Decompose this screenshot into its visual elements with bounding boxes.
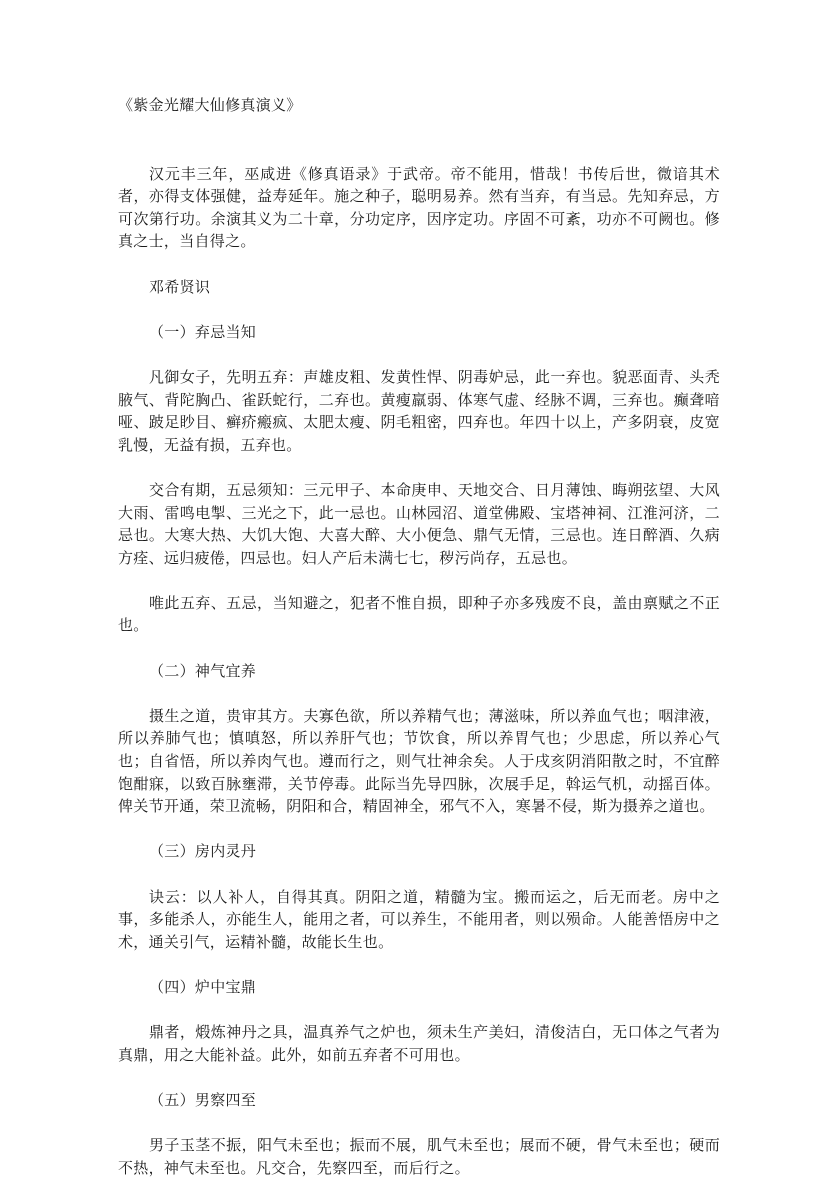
section-paragraph: 摄生之道，贵审其方。夫寡色欲，所以养精气也；薄滋味，所以养血气也；咽津液，所以养肺气也；慎嗔怒，所以养肝气也；节饮食，所以养胃气也；少思虑，所以养心气也；自省悟，所以养肉气也。遵而行之，则气壮神余矣。人于戌亥阴消阳散之时，不宜醉饱酣寐，以致百脉壅滞，关节停毒。此际当先导四脉，次展手足，斡运气机，动摇百体。俾关节开通，荣卫流畅，阴阳和合，精固神全，邪气不入，寒暑不侵，斯为摄养之道也。 bbox=[118, 706, 720, 816]
section-1 bbox=[118, 321, 720, 637]
section-paragraph: 唯此五弃、五忌，当知避之，犯者不惟自损，即种子亦多残废不良，盖由禀赋之不正也。 bbox=[118, 593, 720, 635]
section-heading: （四）炉中宝鼎 bbox=[149, 977, 257, 996]
section-paragraph: 男子玉茎不振，阳气未至也；振而不展，肌气未至也；展而不硬，骨气未至也；硬而不热，神气未至也。凡交合，先察四至，而后行之。 bbox=[118, 1136, 720, 1177]
section-heading: （二）神气宜养 bbox=[149, 661, 257, 680]
section-5 bbox=[118, 1089, 720, 1179]
section-2 bbox=[118, 660, 720, 818]
document-title: 《紫金光耀大仙修真演义》 bbox=[118, 96, 302, 114]
section-3 bbox=[118, 840, 720, 953]
preface-paragraph: 汉元丰三年，巫咸进《修真语录》于武帝。帝不能用，惜哉！书传后世，微谙其术者，亦得支体强健，益寿延年。施之种子，聪明易养。然有当弃，有当忌。先知弃忌，方可次第行功。余演其义为二十章，分功定序，因序定功。序固不可紊，功亦不可阙也。修真之士，当自得之。 bbox=[118, 164, 720, 251]
section-4 bbox=[118, 976, 720, 1066]
section-paragraph: 交合有期，五忌须知：三元甲子、本命庚申、天地交合、日月薄蚀、晦朔弦望、大风大雨、雷鸣电掣、三光之下，此一忌也。山林园沼、道堂佛殿、宝塔神祠、江淮河济，二忌也。大寒大热、大饥大饱、大喜大醉、大小便急、鼎气无情，三忌也。连日醉酒、久病方痊、远归疲倦，四忌也。妇人产后未满七七，秽污尚存，五忌也。 bbox=[118, 480, 720, 567]
section-heading: （三）房内灵丹 bbox=[149, 842, 257, 861]
section-heading: （一）弃忌当知 bbox=[149, 322, 257, 341]
section-paragraph: 鼎者，煅炼神丹之具，温真养气之炉也，须未生产美妇，清俊洁白，无口体之气者为真鼎，用之大能补益。此外，如前五弃者不可用也。 bbox=[118, 1023, 720, 1064]
section-paragraph: 凡御女子，先明五弃：声雄皮粗、发黄性悍、阴毒妒忌，此一弃也。貌恶面青、头秃腋气、背陀胸凸、雀跃蛇行，二弃也。黄瘦羸弱、体寒气虚、经脉不调，三弃也。癫聋喑哑、跛足眇目、癣疥瘢疯、太肥太瘦、阴毛粗密，四弃也。年四十以上，产多阴衰，皮宽乳慢，无益有损，五弃也。 bbox=[118, 367, 720, 454]
section-heading: （五）男察四至 bbox=[149, 1090, 257, 1109]
section-paragraph: 诀云：以人补人，自得其真。阴阳之道，精髓为宝。搬而运之，后无而老。房中之事，多能杀人，亦能生人，能用之者，可以养生，不能用者，则以殒命。人能善悟房中之术，通关引气，运精补髓，故能长生也。 bbox=[118, 887, 720, 951]
attribution: 邓希贤识 bbox=[149, 277, 211, 296]
document-page bbox=[118, 94, 720, 1202]
